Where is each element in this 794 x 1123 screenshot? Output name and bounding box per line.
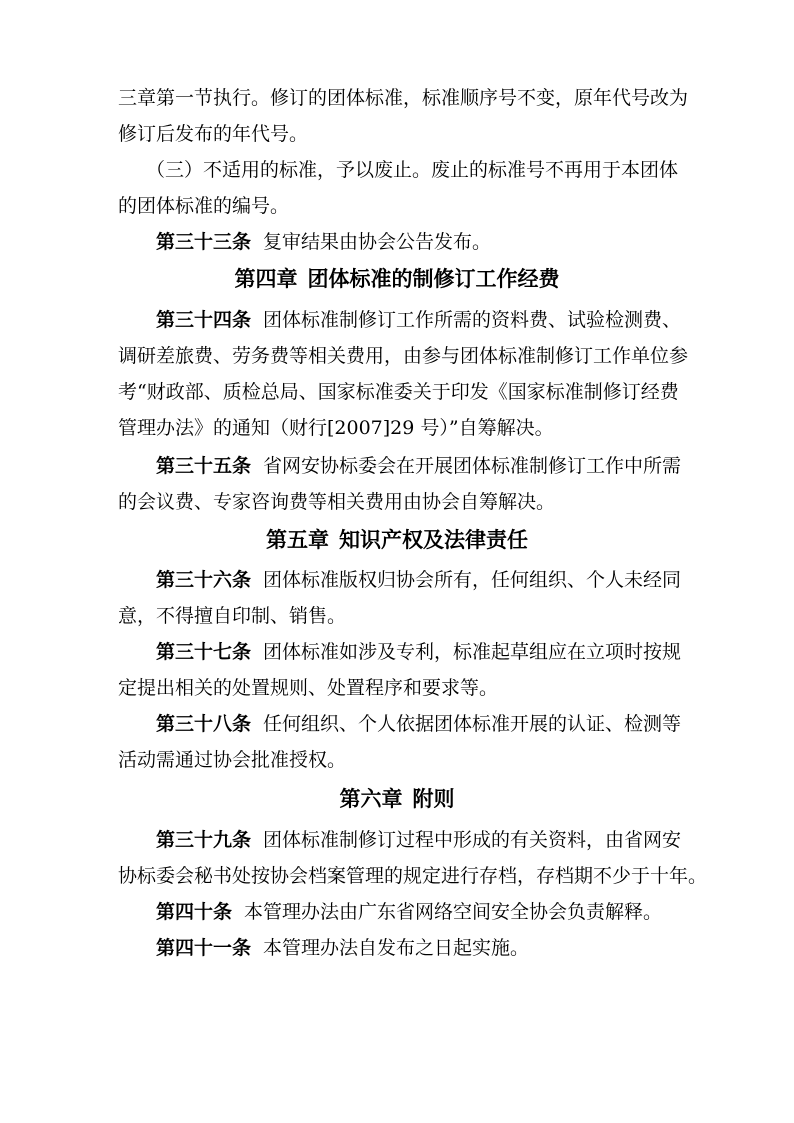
paragraph-line: 的会议费、专家咨询费等相关费用由协会自筹解决。 bbox=[118, 491, 556, 513]
article-34 bbox=[156, 308, 681, 332]
article-text: 省网安协标委会在开展团体标准制修订工作中所需 bbox=[263, 455, 682, 477]
paragraph-line: 活动需通过协会批准授权。 bbox=[118, 749, 347, 771]
chapter-title: 附则 bbox=[412, 787, 455, 811]
article-41 bbox=[156, 936, 529, 960]
article-number: 第四十条 bbox=[156, 901, 233, 923]
article-number: 第三十三条 bbox=[156, 231, 252, 253]
article-number: 第三十四条 bbox=[156, 309, 252, 331]
chapter-heading-6 bbox=[0, 786, 794, 812]
paragraph-line: 协标委会秘书处按协会档案管理的规定进行存档，存档期不少于十年。 bbox=[118, 865, 708, 887]
chapter-title: 知识产权及法律责任 bbox=[339, 528, 528, 552]
paragraph-line: 管理办法》的通知（财行[2007]29 号）”自筹解决。 bbox=[118, 417, 554, 439]
article-number: 第三十八条 bbox=[156, 713, 252, 735]
paragraph-line: 修订后发布的年代号。 bbox=[118, 123, 309, 145]
paragraph-line: 三章第一节执行。修订的团体标准，标准顺序号不变，原年代号改为 bbox=[118, 87, 689, 109]
chapter-number: 第五章 bbox=[266, 528, 329, 552]
article-number: 第三十九条 bbox=[156, 829, 252, 851]
paragraph-line: 调研差旅费、劳务费等相关费用，由参与团体标准制修订工作单位参 bbox=[118, 345, 689, 367]
article-number: 第三十六条 bbox=[156, 569, 252, 591]
paragraph-line: （三）不适用的标准，予以废止。废止的标准号不再用于本团体 bbox=[146, 159, 679, 181]
paragraph-line: 考“财政部、质检总局、国家标准委关于印发《国家标准制修订经费 bbox=[118, 381, 679, 403]
article-text: 复审结果由协会公告发布。 bbox=[263, 231, 492, 253]
article-text: 本管理办法自发布之日起实施。 bbox=[263, 937, 530, 959]
chapter-heading-5 bbox=[0, 527, 794, 553]
chapter-number: 第六章 bbox=[339, 787, 403, 811]
article-40 bbox=[156, 900, 662, 924]
article-33 bbox=[156, 230, 491, 254]
article-35 bbox=[156, 454, 681, 478]
chapter-number: 第四章 bbox=[234, 267, 298, 291]
article-37 bbox=[156, 640, 681, 664]
article-39 bbox=[156, 828, 681, 852]
article-36 bbox=[156, 568, 681, 592]
article-text: 本管理办法由广东省网络空间安全协会负责解释。 bbox=[244, 901, 663, 923]
article-text: 团体标准版权归协会所有，任何组织、个人未经同 bbox=[263, 569, 682, 591]
article-text: 团体标准如涉及专利，标准起草组应在立项时按规 bbox=[263, 641, 682, 663]
article-38 bbox=[156, 712, 681, 736]
article-number: 第三十五条 bbox=[156, 455, 252, 477]
article-text: 任何组织、个人依据团体标准开展的认证、检测等 bbox=[263, 713, 682, 735]
article-text: 团体标准制修订过程中形成的有关资料，由省网安 bbox=[263, 829, 682, 851]
chapter-heading-4 bbox=[0, 266, 794, 292]
article-number: 第四十一条 bbox=[156, 937, 252, 959]
paragraph-line: 定提出相关的处置规则、处置程序和要求等。 bbox=[118, 677, 499, 699]
chapter-title: 团体标准的制修订工作经费 bbox=[307, 267, 560, 291]
article-number: 第三十七条 bbox=[156, 641, 252, 663]
paragraph-line: 的团体标准的编号。 bbox=[118, 195, 290, 217]
paragraph-line: 意，不得擅自印制、销售。 bbox=[118, 605, 347, 627]
article-text: 团体标准制修订工作所需的资料费、试验检测费、 bbox=[263, 309, 682, 331]
